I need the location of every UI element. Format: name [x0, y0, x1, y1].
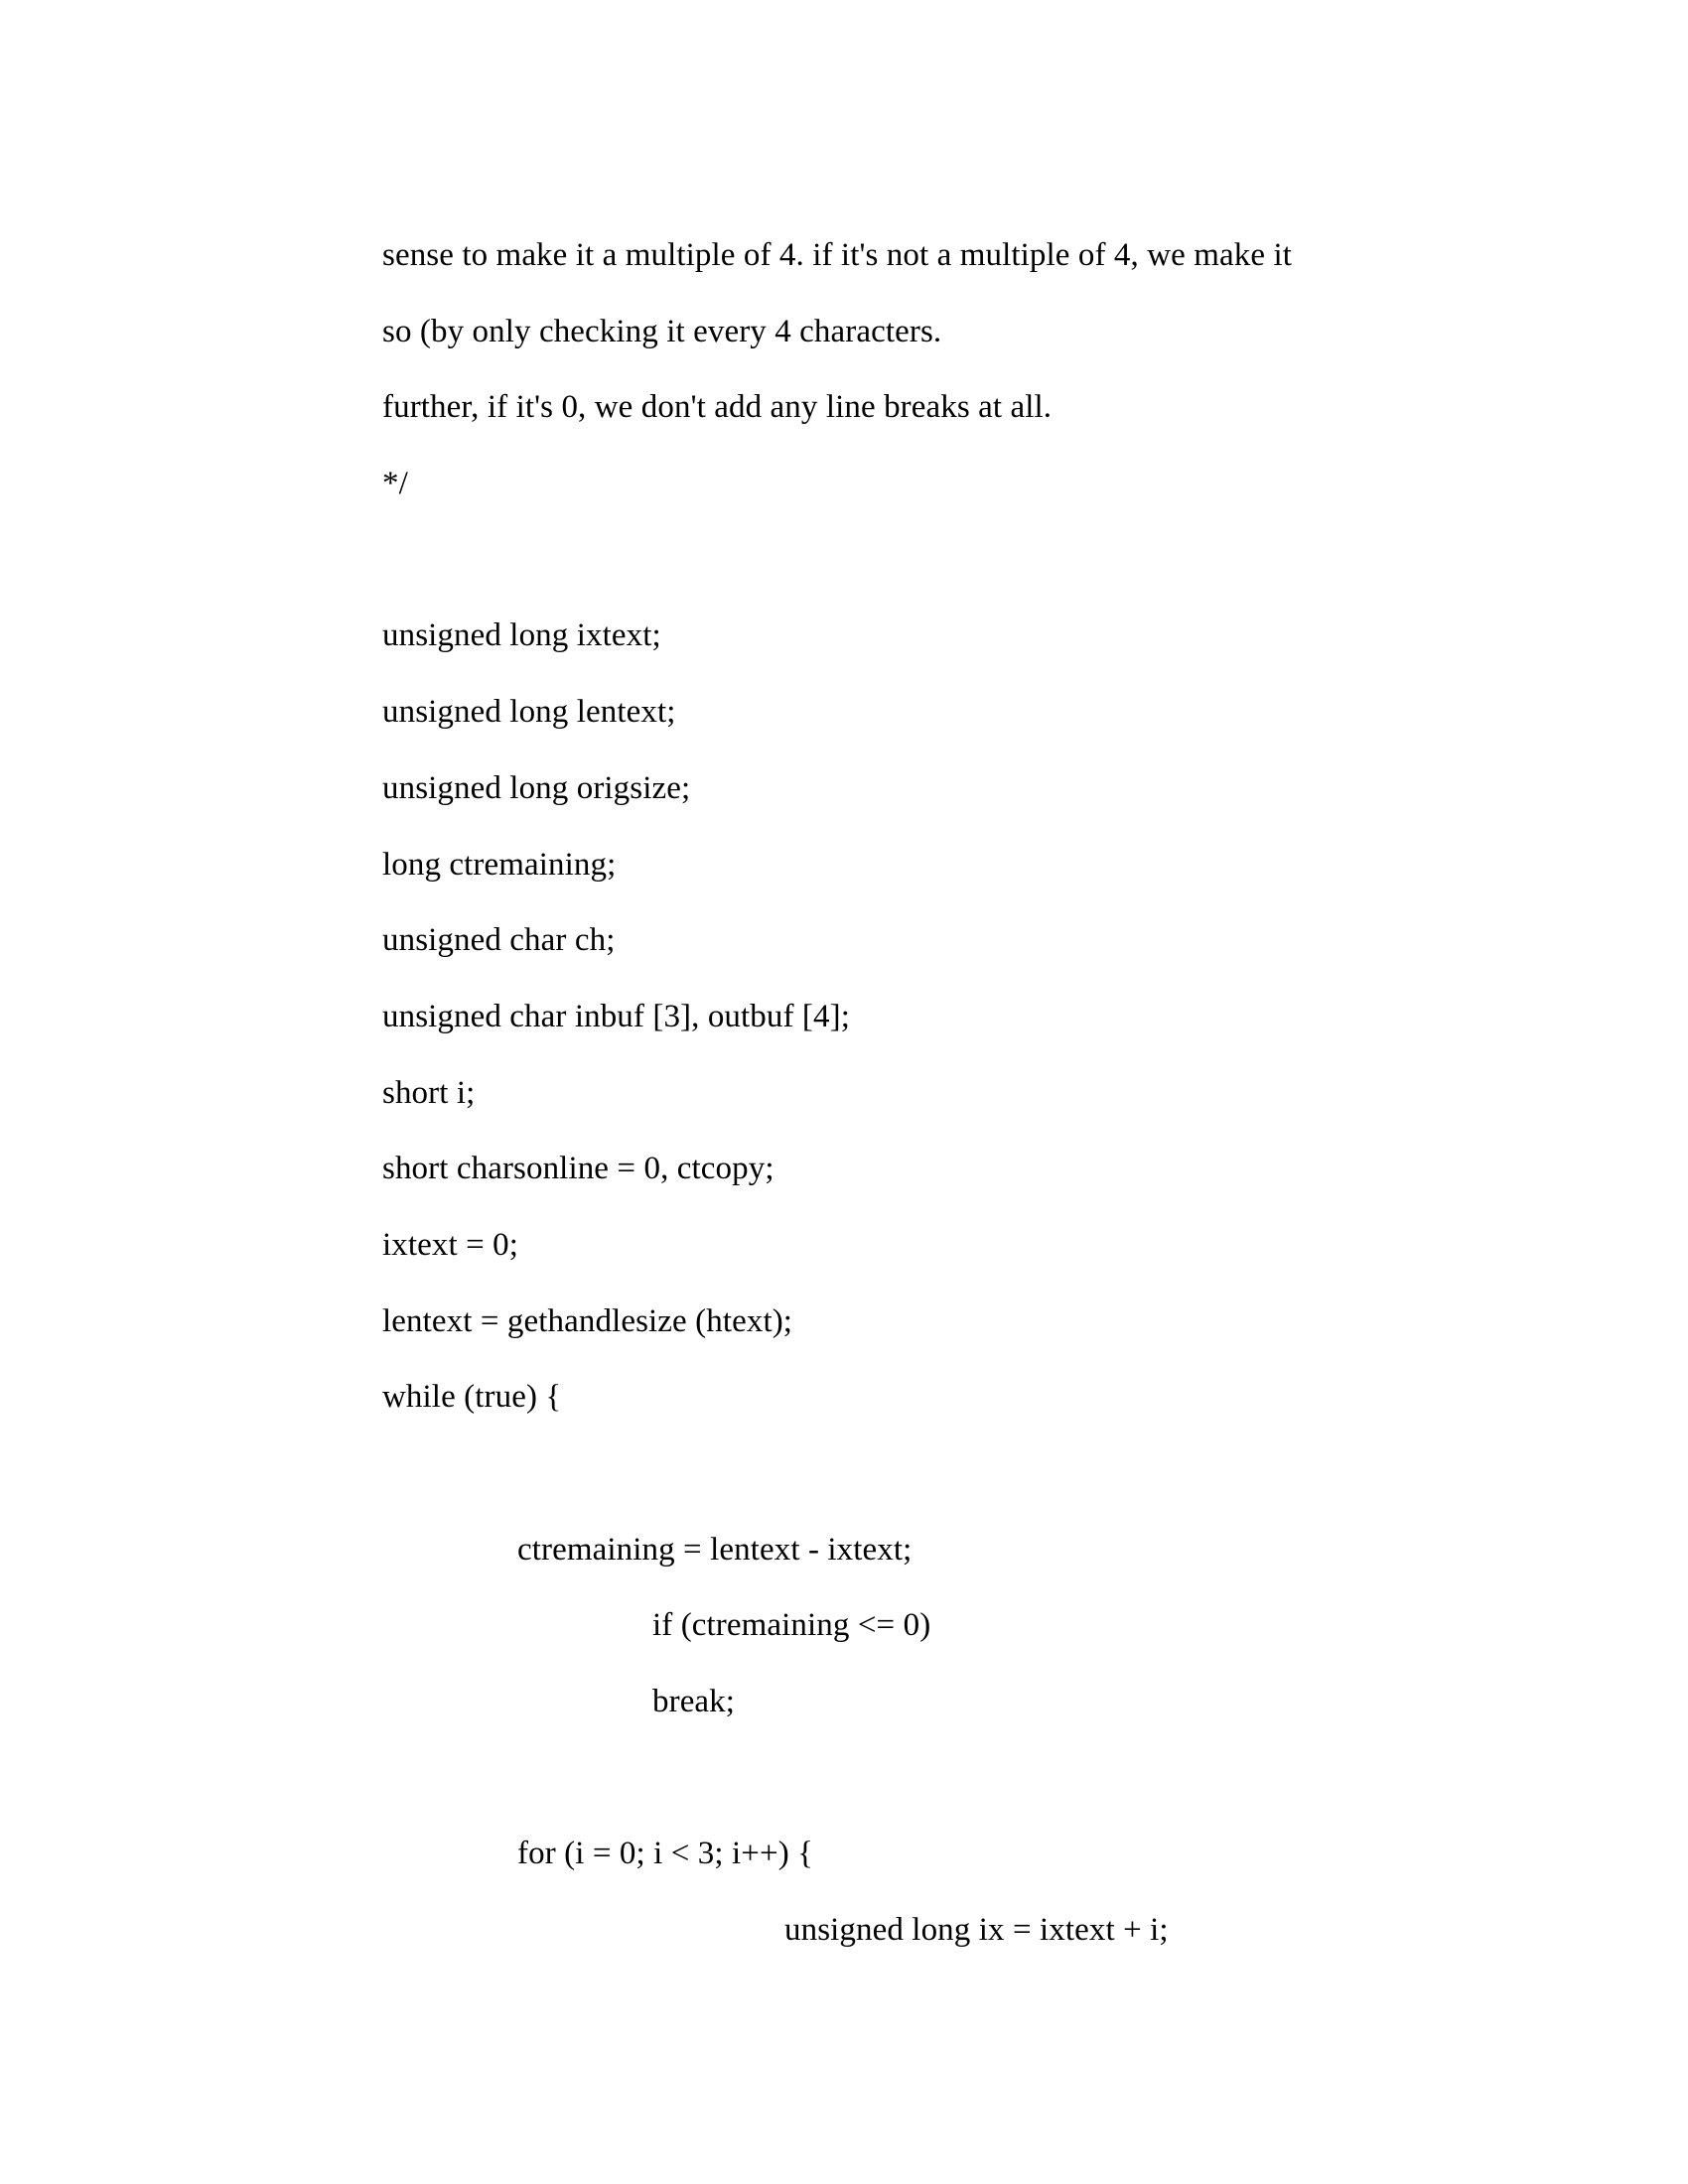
code-line: unsigned long ixtext; [382, 617, 661, 654]
code-line: lentext = gethandlesize (htext); [382, 1302, 793, 1339]
code-line: long ctremaining; [382, 846, 617, 883]
comment-line: sense to make it a multiple of 4. if it's not a multiple of 4, we make it [382, 237, 1292, 273]
blank-line [382, 522, 1628, 599]
comment-line: further, if it's 0, we don't add any line breaks at all. [382, 389, 1053, 426]
blank-line [382, 1435, 1628, 1512]
code-line: break; [652, 1684, 736, 1720]
blank-line [382, 1740, 1628, 1817]
code-line: for (i = 0; i < 3; i++) { [517, 1836, 814, 1872]
code-line: unsigned long lentext; [382, 694, 676, 731]
code-line: ctremaining = lentext - ixtext; [517, 1531, 913, 1568]
code-line: if (ctremaining <= 0) [652, 1607, 931, 1644]
code-line: ixtext = 0; [382, 1226, 519, 1263]
code-line: short i; [382, 1074, 476, 1111]
code-line: unsigned char inbuf [3], outbuf [4]; [382, 998, 850, 1034]
code-line: unsigned long ix = ixtext + i; [784, 1912, 1169, 1949]
comment-line: so (by only checking it every 4 characters. [382, 313, 942, 349]
code-line: while (true) { [382, 1379, 562, 1416]
code-line: short charsonline = 0, ctcopy; [382, 1151, 774, 1187]
code-line: unsigned char ch; [382, 922, 616, 959]
code-line: unsigned long origsize; [382, 769, 691, 806]
comment-end-line: */ [382, 466, 408, 502]
